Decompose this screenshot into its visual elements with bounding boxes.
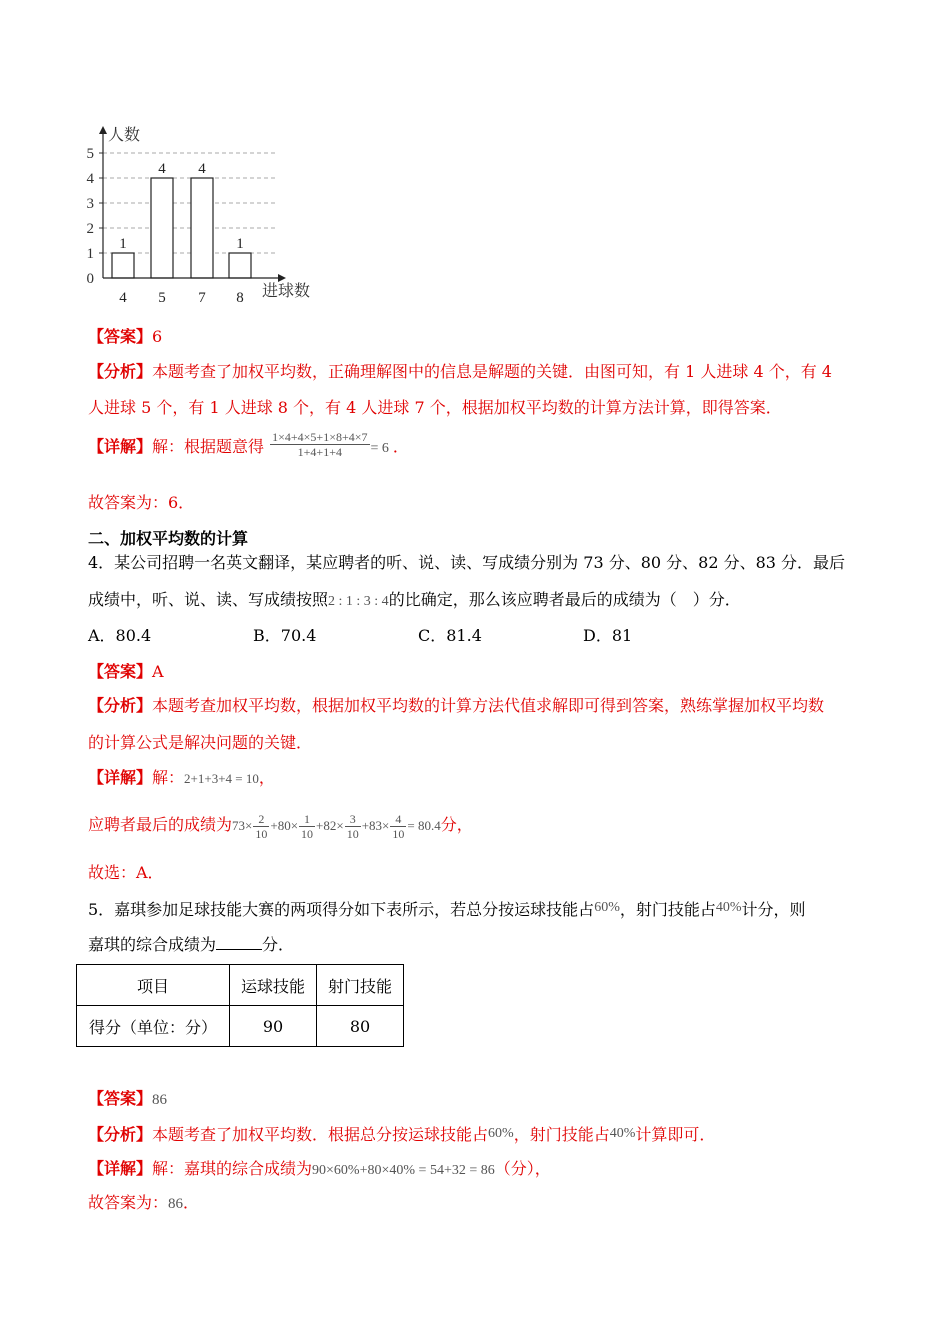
stem-text: 5．嘉琪参加足球技能大赛的两项得分如下表所示，若总分按运球技能占 [88,900,595,919]
table-cell: 80 [317,1006,404,1047]
q5-analysis [88,1123,715,1146]
term: +80× [270,818,299,834]
q4-stem-line2 [88,589,741,613]
detail-text: 解： [152,768,185,787]
formula-sum: 2+1+3+4 = 10 [184,771,259,786]
q4-answer [88,661,164,683]
q4-stem-line1: 4．某公司招聘一名英文翻译，某应聘者的听、说、读、写成绩分别为 73 分、80 分、82 分、83 分．最后 [88,553,846,572]
fraction [253,812,269,841]
detail-tag: 【详解】 [88,437,153,456]
score-table [76,964,404,1047]
answer-tag: 【答案】 [88,662,153,681]
fraction [299,812,315,841]
y-axis-title: 人数 [108,125,141,144]
formula-result: = 80.4 [407,818,441,834]
chart-grid [103,153,275,253]
q4-analysis-line2: 的计算公式是解决问题的关键． [88,733,313,752]
x-tick-label: 4 [119,290,127,306]
stem-text: 分． [262,935,295,954]
answer-value: 6 [152,327,163,346]
y-tick-label: 0 [86,271,94,287]
bar-value-label: 4 [198,161,206,177]
bar [151,178,173,278]
detail-tag: 【详解】 [88,768,153,787]
answer-value: A [152,662,164,681]
analysis-tag: 【分析】 [88,1125,153,1144]
q3-conclusion: 故答案为：6． [88,493,195,512]
table-row [77,1006,404,1047]
y-axis-arrow [99,126,107,134]
q5-detail [88,1158,551,1182]
stem-text: ，射门技能占 [619,900,716,919]
fraction [270,430,369,459]
bar [191,178,213,278]
bar-value-label: 4 [158,161,166,177]
q4-option-d: D．81 [583,626,633,645]
answer-tag: 【答案】 [88,327,153,346]
calc-text: 应聘者最后的成绩为 [88,815,233,835]
table-cell: 得分（单位：分） [77,1006,230,1047]
answer-tag: 【答案】 [88,1089,153,1108]
stem-text: 成绩中，听、说、读、写成绩按照 [88,590,329,609]
detail-end: ， [258,768,275,787]
ratio: 2 : 1 : 3 : 4 [328,594,389,609]
fraction-denominator: 1+4+1+4 [297,444,342,459]
q4-option-b: B．70.4 [253,626,317,645]
x-tick-label: 7 [198,290,206,306]
stem-text: 计分，则 [741,900,806,919]
q5-stem-line2 [88,933,294,956]
percent: 60% [488,1126,514,1141]
q3-detail [88,429,409,460]
q5-conclusion [88,1192,199,1215]
q4-detail [88,767,275,790]
percent: 40% [609,1126,636,1141]
term: 73× [232,818,253,834]
formula-result: = 6 [370,441,389,456]
x-tick-label: 5 [158,290,166,306]
fraction [390,812,406,841]
fraction-denominator: 10 [346,827,359,841]
percent: 40% [715,900,742,915]
conclusion-text: 故答案为： [88,1193,169,1212]
y-tick-label: 3 [86,196,94,212]
fraction-denominator: 10 [301,827,314,841]
q3-analysis-line2: 人进球 5 个，有 1 人进球 8 个，有 4 人进球 7 个，根据加权平均数的计算方法计算，即得答案． [88,398,782,417]
detail-tag: 【详解】 [88,1159,153,1178]
detail-text: 解：根据题意得 [152,437,265,456]
percent: 60% [594,900,620,915]
fraction-numerator: 1×4+4×5+1×8+4×7 [272,429,368,444]
fraction [345,812,361,841]
bar [112,253,134,278]
detail-text: （分）， [494,1159,551,1178]
q3-analysis-line1 [88,361,832,383]
section-heading: 二、加权平均数的计算 [88,529,249,548]
detail-text: 解：嘉琪的综合成绩为 [152,1159,313,1178]
detail-end: ． [392,437,409,456]
analysis-text: 本题考查了加权平均数，正确理解图中的信息是解题的关键．由图可知，有 1 人进球 4 个，有 4 [152,362,832,381]
table-header-row [77,965,404,1006]
bar-chart [80,120,330,310]
bar-value-label: 1 [119,236,127,252]
y-tick-label: 1 [86,246,94,262]
fraction-numerator: 3 [345,812,361,827]
term: +82× [316,818,344,834]
q4-analysis-line1 [88,695,824,717]
fraction-denominator: 10 [392,827,405,841]
analysis-tag: 【分析】 [88,362,153,381]
fraction-numerator: 2 [253,812,269,827]
answer-value: 86 [152,1092,168,1108]
table-cell: 90 [230,1006,317,1047]
formula [232,812,441,841]
q4-option-a: A．80.4 [88,626,152,645]
answer-blank [216,933,262,950]
term: +83× [361,818,390,834]
x-tick-label: 8 [236,290,244,306]
stem-text: 嘉琪的综合成绩为 [88,935,217,954]
y-tick-label: 5 [86,146,94,162]
analysis-text: ，射门技能占 [513,1125,610,1144]
table-header: 射门技能 [317,965,404,1006]
y-tick-label: 4 [86,171,94,187]
fraction-numerator: 1 [299,812,315,827]
x-axis-title: 进球数 [262,281,311,300]
calc-suffix: 分， [440,815,473,835]
bar-value-label: 1 [236,236,244,252]
q5-answer [88,1088,167,1111]
conclusion-text: ． [183,1193,200,1212]
fraction-denominator: 10 [255,827,268,841]
y-tick-label: 2 [86,221,94,237]
bar [229,253,251,278]
q4-conclusion: 故选：A． [88,863,164,882]
analysis-text: 本题考查了加权平均数．根据总分按运球技能占 [152,1125,489,1144]
table-header: 运球技能 [230,965,317,1006]
analysis-text: 本题考查加权平均数，根据加权平均数的计算方法代值求解即可得到答案，熟练掌握加权平均数 [152,696,825,715]
stem-text: 的比确定，那么该应聘者最后的成绩为（ ）分． [388,590,741,609]
table-header: 项目 [77,965,230,1006]
q4-option-c: C．81.4 [418,626,482,645]
q4-calc [88,812,473,841]
q5-stem-line1 [88,897,806,921]
analysis-tag: 【分析】 [88,696,153,715]
formula: 90×60%+80×40% = 54+32 = 86 [312,1163,495,1178]
q3-answer [88,326,162,348]
conclusion-value: 86 [168,1196,184,1212]
fraction-numerator: 4 [390,812,406,827]
analysis-text: 计算即可． [635,1125,716,1144]
